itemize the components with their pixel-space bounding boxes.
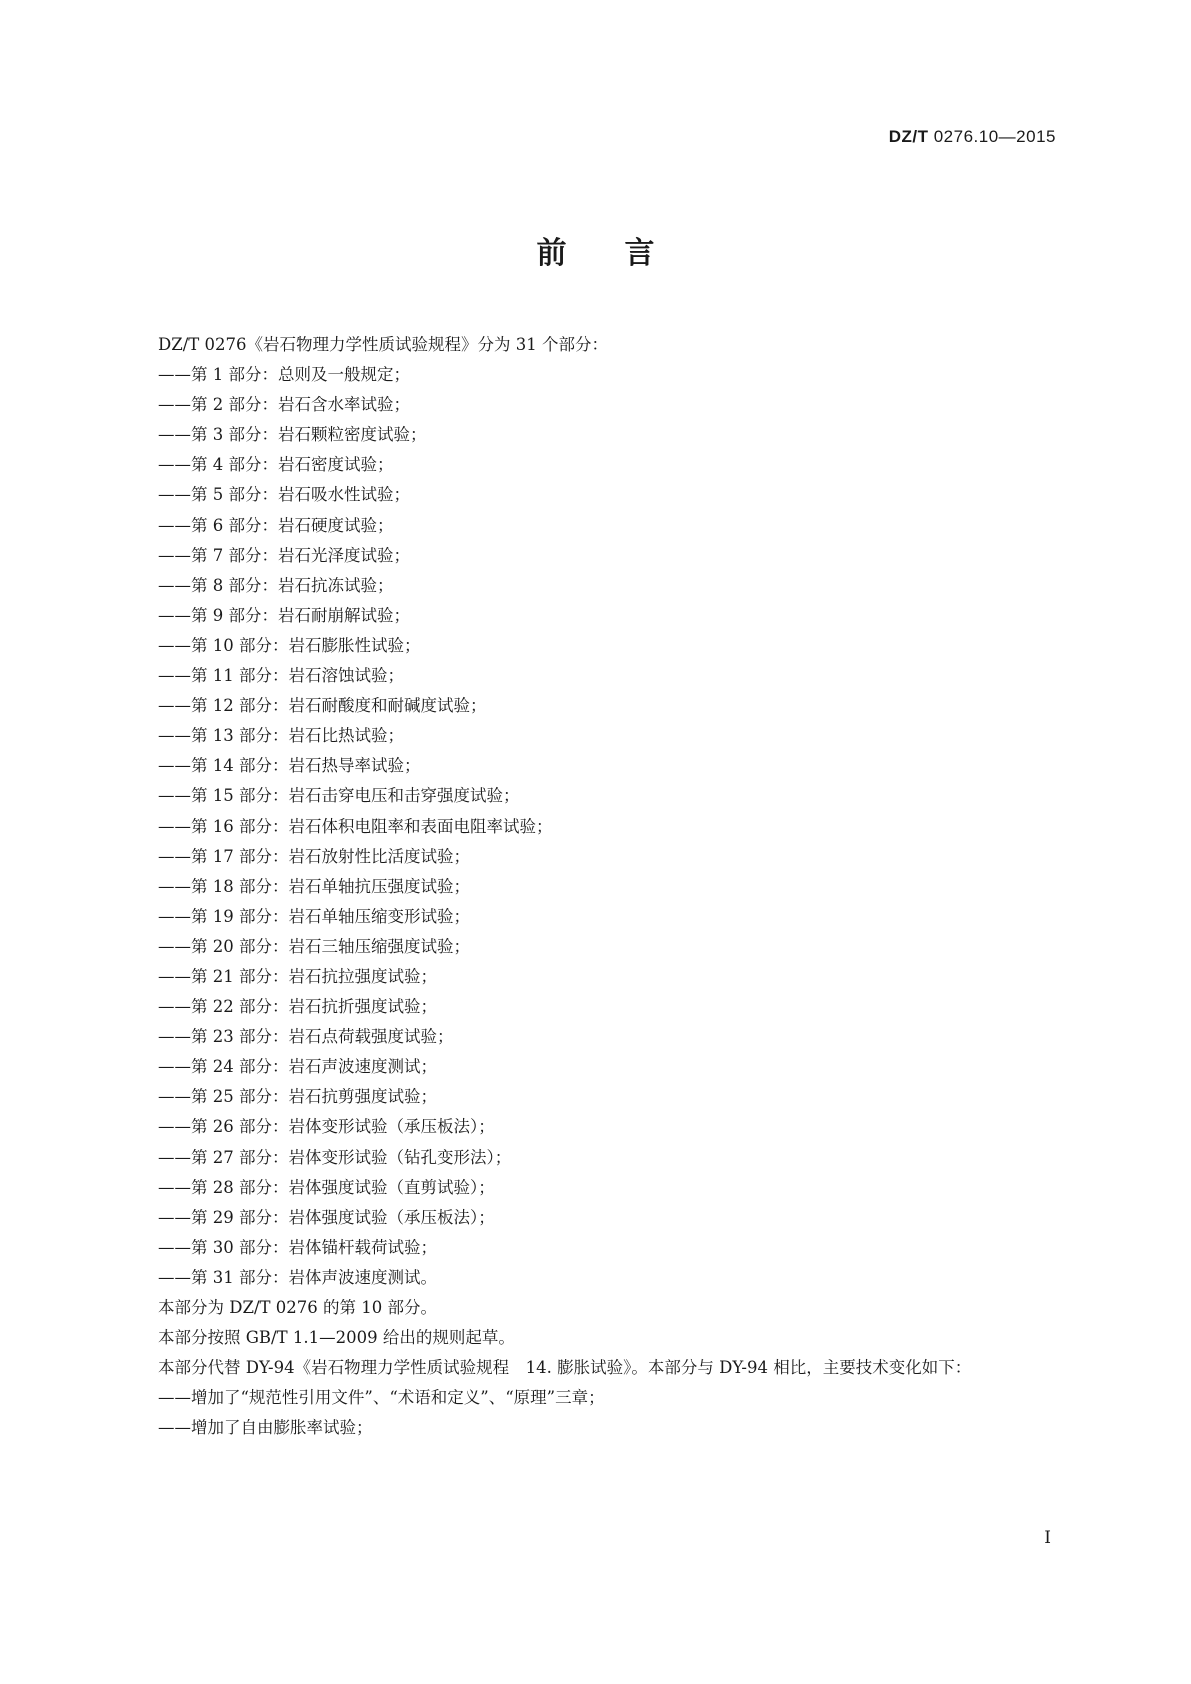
list-item: ——第 11 部分：岩石溶蚀试验；: [158, 666, 404, 686]
list-item: ——第 22 部分：岩石抗折强度试验；: [158, 997, 437, 1017]
list-item: ——第 10 部分：岩石膨胀性试验；: [158, 635, 421, 655]
list-item: ——第 26 部分：岩体变形试验（承压板法）；: [158, 1117, 495, 1137]
list-item: ——第 5 部分：岩石吸水性试验；: [158, 485, 410, 505]
document-body: [125, 330, 1067, 1443]
list-item: ——第 31 部分：岩体声波速度测试。: [158, 1267, 437, 1287]
page-title: 前言: [536, 236, 713, 271]
list-item: ——增加了“规范性引用文件”、“术语和定义”、“原理”三章；: [158, 1388, 605, 1408]
drafting-rules-paragraph: 本部分按照 GB/T 1.1—2009 给出的规则起草。: [158, 1328, 515, 1348]
part-of-paragraph: 本部分为 DZ/T 0276 的第 10 部分。: [158, 1298, 437, 1317]
list-item: ——第 28 部分：岩体强度试验（直剪试验）；: [158, 1177, 495, 1197]
list-item: ——第 17 部分：岩石放射性比活度试验；: [158, 846, 470, 866]
list-item: ——第 18 部分：岩石单轴抗压强度试验；: [158, 876, 470, 896]
list-item: ——第 16 部分：岩石体积电阻率和表面电阻率试验；: [158, 816, 553, 836]
list-item: ——第 9 部分：岩石耐崩解试验；: [158, 605, 410, 625]
page-number: I: [1044, 1528, 1051, 1548]
list-item: ——第 2 部分：岩石含水率试验；: [158, 395, 410, 415]
list-item: ——增加了自由膨胀率试验；: [158, 1418, 373, 1438]
list-item: ——第 14 部分：岩石热导率试验；: [158, 756, 421, 776]
list-item: ——第 6 部分：岩石硬度试验；: [158, 515, 394, 535]
changes-list: [125, 1383, 1067, 1443]
list-item: ——第 20 部分：岩石三轴压缩强度试验；: [158, 936, 470, 956]
list-item: ——第 12 部分：岩石耐酸度和耐碱度试验；: [158, 696, 487, 716]
list-item: ——第 8 部分：岩石抗冻试验；: [158, 575, 394, 595]
list-item: ——第 13 部分：岩石比热试验；: [158, 726, 404, 746]
list-item: ——第 7 部分：岩石光泽度试验；: [158, 545, 410, 565]
standard-code: [889, 127, 1056, 147]
list-item: ——第 25 部分：岩石抗剪强度试验；: [158, 1087, 437, 1107]
list-item: ——第 30 部分：岩体锚杆载荷试验；: [158, 1237, 437, 1257]
list-item: ——第 24 部分：岩石声波速度测试；: [158, 1057, 437, 1077]
parts-list: [125, 360, 1067, 1293]
list-item: ——第 29 部分：岩体强度试验（承压板法）；: [158, 1207, 495, 1227]
list-item: ——第 15 部分：岩石击穿电压和击穿强度试验；: [158, 786, 520, 806]
list-item: ——第 23 部分：岩石点荷载强度试验；: [158, 1027, 454, 1047]
list-item: ——第 4 部分：岩石密度试验；: [158, 455, 394, 475]
list-item: ——第 21 部分：岩石抗拉强度试验；: [158, 966, 437, 986]
intro-paragraph: DZ/T 0276《岩石物理力学性质试验规程》分为 31 个部分：: [158, 335, 608, 354]
list-item: ——第 27 部分：岩体变形试验（钻孔变形法）；: [158, 1147, 512, 1167]
list-item: ——第 3 部分：岩石颗粒密度试验；: [158, 425, 427, 445]
list-item: ——第 19 部分：岩石单轴压缩变形试验；: [158, 906, 470, 926]
replaces-paragraph: 本部分代替 DY-94《岩石物理力学性质试验规程 14. 膨胀试验》。本部分与 DY-94 相比，主要技术变化如下：: [158, 1358, 972, 1378]
list-item: ——第 1 部分：总则及一般规定；: [158, 365, 410, 385]
standard-prefix: DZ/T: [888, 127, 929, 146]
standard-number: 0276.10—2015: [933, 127, 1056, 146]
